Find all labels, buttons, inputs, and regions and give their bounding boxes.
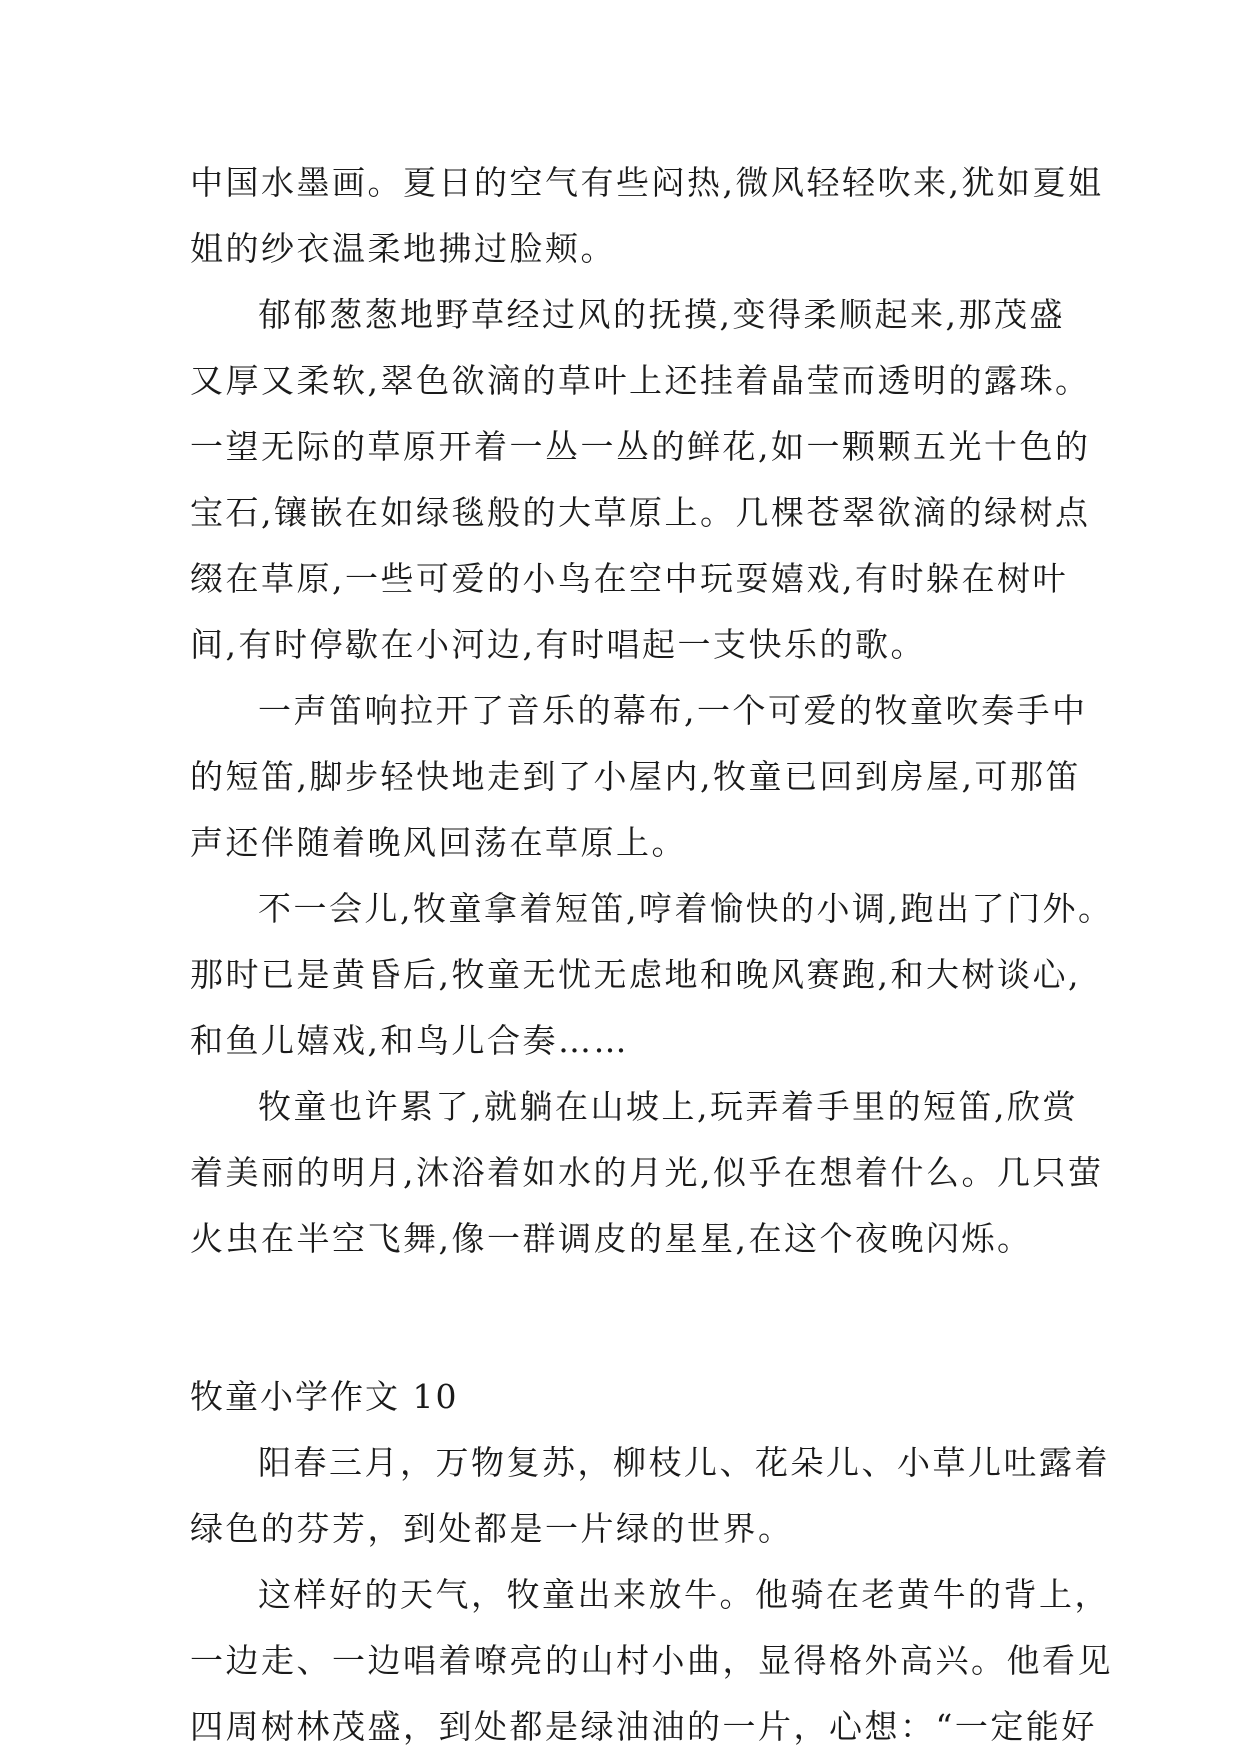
paragraph-4 (190, 876, 1114, 1074)
text-line: 那时已是黄昏后,牧童无忧无虑地和晚风赛跑,和大树谈心, (190, 955, 1081, 994)
text-line: 火虫在半空飞舞,像一群调皮的星星,在这个夜晚闪烁。 (190, 1219, 1033, 1258)
paragraph-5 (190, 1074, 1104, 1272)
text-line: 中国水墨画。夏日的空气有些闷热,微风轻轻吹来,犹如夏姐 (190, 163, 1104, 202)
text-line: 牧童也许累了,就躺在山坡上,玩弄着手里的短笛,欣赏 (258, 1087, 1078, 1126)
text-line: 声还伴随着晚风回荡在草原上。 (190, 823, 687, 862)
text-line: 的短笛,脚步轻快地走到了小屋内,牧童已回到房屋,可那笛 (190, 757, 1081, 796)
text-line: 阳春三月，万物复苏，柳枝儿、花朵儿、小草儿吐露着 (258, 1443, 1110, 1482)
section-gap (190, 1272, 1050, 1364)
text-line: 间,有时停歇在小河边,有时唱起一支快乐的歌。 (190, 625, 926, 664)
text-line: 绿色的芬芳，到处都是一片绿的世界。 (190, 1509, 794, 1548)
paragraph-3 (190, 678, 1088, 876)
paragraph-2 (190, 282, 1091, 678)
text-line: 又厚又柔软,翠色欲滴的草叶上还挂着晶莹而透明的露珠。 (190, 361, 1091, 400)
text-line: 姐的纱衣温柔地拂过脸颊。 (190, 229, 616, 268)
text-line: 四周树林茂盛，到处都是绿油油的一片，心想：“一定能好 (190, 1707, 1097, 1746)
paragraph-6 (190, 1430, 1110, 1562)
document-page (190, 150, 1114, 1760)
text-line: 和鱼儿嬉戏,和鸟儿合奏…… (190, 1021, 629, 1060)
paragraph-1 (190, 150, 1104, 282)
paragraph-7 (190, 1562, 1113, 1760)
text-line: 一望无际的草原开着一丛一丛的鲜花,如一颗颗五光十色的 (190, 427, 1091, 466)
section-title: 牧童小学作文 10 (190, 1377, 459, 1416)
text-line: 一边走、一边唱着嘹亮的山村小曲，显得格外高兴。他看见 (190, 1641, 1113, 1680)
text-line: 不一会儿,牧童拿着短笛,哼着愉快的小调,跑出了门外。 (258, 889, 1114, 928)
text-line: 缀在草原,一些可爱的小鸟在空中玩耍嬉戏,有时躲在树叶 (190, 559, 1068, 598)
text-line: 着美丽的明月,沐浴着如水的月光,似乎在想着什么。几只萤 (190, 1153, 1104, 1192)
text-line: 宝石,镶嵌在如绿毯般的大草原上。几棵苍翠欲滴的绿树点 (190, 493, 1091, 532)
text-line: 一声笛响拉开了音乐的幕布,一个可爱的牧童吹奏手中 (258, 691, 1088, 730)
text-line: 这样好的天气，牧童出来放牛。他骑在老黄牛的背上， (258, 1575, 1110, 1614)
text-line: 郁郁葱葱地野草经过风的抚摸,变得柔顺起来,那茂盛 (258, 295, 1065, 334)
